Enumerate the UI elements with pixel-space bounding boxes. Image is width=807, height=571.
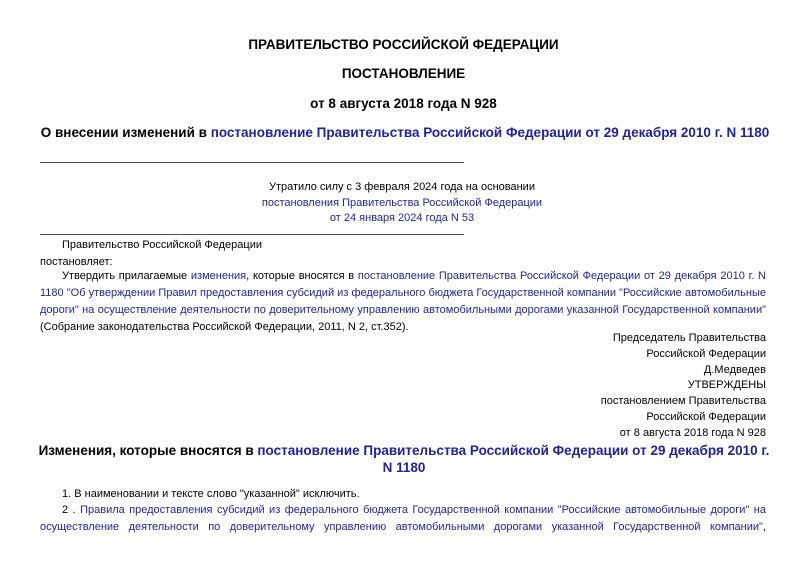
document-title-prefix: О внесении изменений в	[40, 125, 211, 140]
changes-item-1	[40, 486, 766, 503]
preamble-line-1: Правительство Российской Федерации	[62, 239, 262, 251]
changes-decree-link-part-2[interactable]: N 1180	[382, 460, 426, 475]
changes-item-2-number: 2 .	[62, 504, 81, 516]
repeal-decree-date-link[interactable]: от 24 января 2024 года N 53	[329, 212, 475, 224]
approved-organization: Российской Федерации	[646, 411, 766, 423]
repeal-decree-link[interactable]: постановления Правительства Российской Федерации	[261, 196, 543, 209]
decree-1180-link-part-2[interactable]: 1180 "Об утверждении Правил предоставления субсидий из федерального бюджета Государственной компании "Российские автомобильные	[40, 287, 766, 299]
doc-type-heading: ПОСТАНОВЛЕНИЕ	[341, 66, 466, 81]
government-heading: ПРАВИТЕЛЬСТВО РОССИЙСКОЙ ФЕДЕРАЦИИ	[248, 37, 559, 52]
changes-item-2-line-2	[40, 519, 766, 536]
preamble-line-2: постановляет:	[40, 256, 113, 268]
repeal-notice-text: Утратило силу с 3 февраля 2024 года на основании	[269, 181, 535, 193]
repeal-notice	[40, 180, 764, 227]
bottom-divider	[40, 234, 464, 235]
changes-item-2-tail: ,	[762, 521, 766, 533]
approve-mid: , которые вносятся в	[246, 270, 358, 282]
top-divider	[40, 162, 464, 163]
approved-stamp: УТВЕРЖДЕНЫ	[687, 379, 766, 391]
signature-organization: Российской Федерации	[646, 348, 766, 360]
preamble	[40, 237, 766, 271]
approved-date: от 8 августа 2018 года N 928	[619, 427, 766, 439]
changes-item-2	[40, 502, 766, 536]
changes-item-2-line-1	[40, 502, 766, 519]
legislation-source: (Собрание законодательства Российской Федерации, 2011, N 2, ст.352).	[40, 321, 409, 333]
subsidy-rules-link-part-1[interactable]: Правила предоставления субсидий из федерального бюджета Государственной компании "Российские автомобильные дороги" на	[80, 504, 766, 516]
approve-paragraph	[40, 268, 766, 336]
approve-line-1	[40, 268, 766, 285]
changes-title	[38, 442, 770, 476]
signature-position: Председатель Правительства	[612, 332, 766, 344]
approved-by: постановлением Правительства	[600, 395, 766, 407]
changes-title-prefix: Изменения, которые вносятся в	[38, 443, 258, 458]
subsidy-rules-link-part-2[interactable]: осуществление деятельности по доверительному управлению автомобильными дорогами указанной Государственной компании"	[40, 521, 763, 533]
approve-prefix: Утвердить прилагаемые	[62, 270, 191, 282]
decree-1180-link-part-3[interactable]: дороги" на осуществление деятельности по доверительному управлению автомобильными дорогами указанной Государственной компании"	[40, 304, 766, 316]
signature-name: Д.Медведев	[703, 364, 766, 376]
changes-decree-link-part-1[interactable]: постановление Правительства Российской Федерации от 29 декабря 2010 г.	[257, 443, 770, 458]
document-title	[40, 124, 770, 141]
amended-decree-link[interactable]: постановление Правительства Российской Федерации от 29 декабря 2010 г. N 1180	[210, 125, 770, 140]
changes-item-1-text: 1. В наименовании и тексте слово "указанной" исключить.	[62, 488, 360, 500]
decree-1180-link-part-1[interactable]: постановление Правительства Российской Федерации от 29 декабря 2010 г. N	[357, 270, 766, 282]
doc-date-number: от 8 августа 2018 года N 928	[310, 96, 497, 111]
changes-link[interactable]: изменения	[190, 270, 247, 282]
